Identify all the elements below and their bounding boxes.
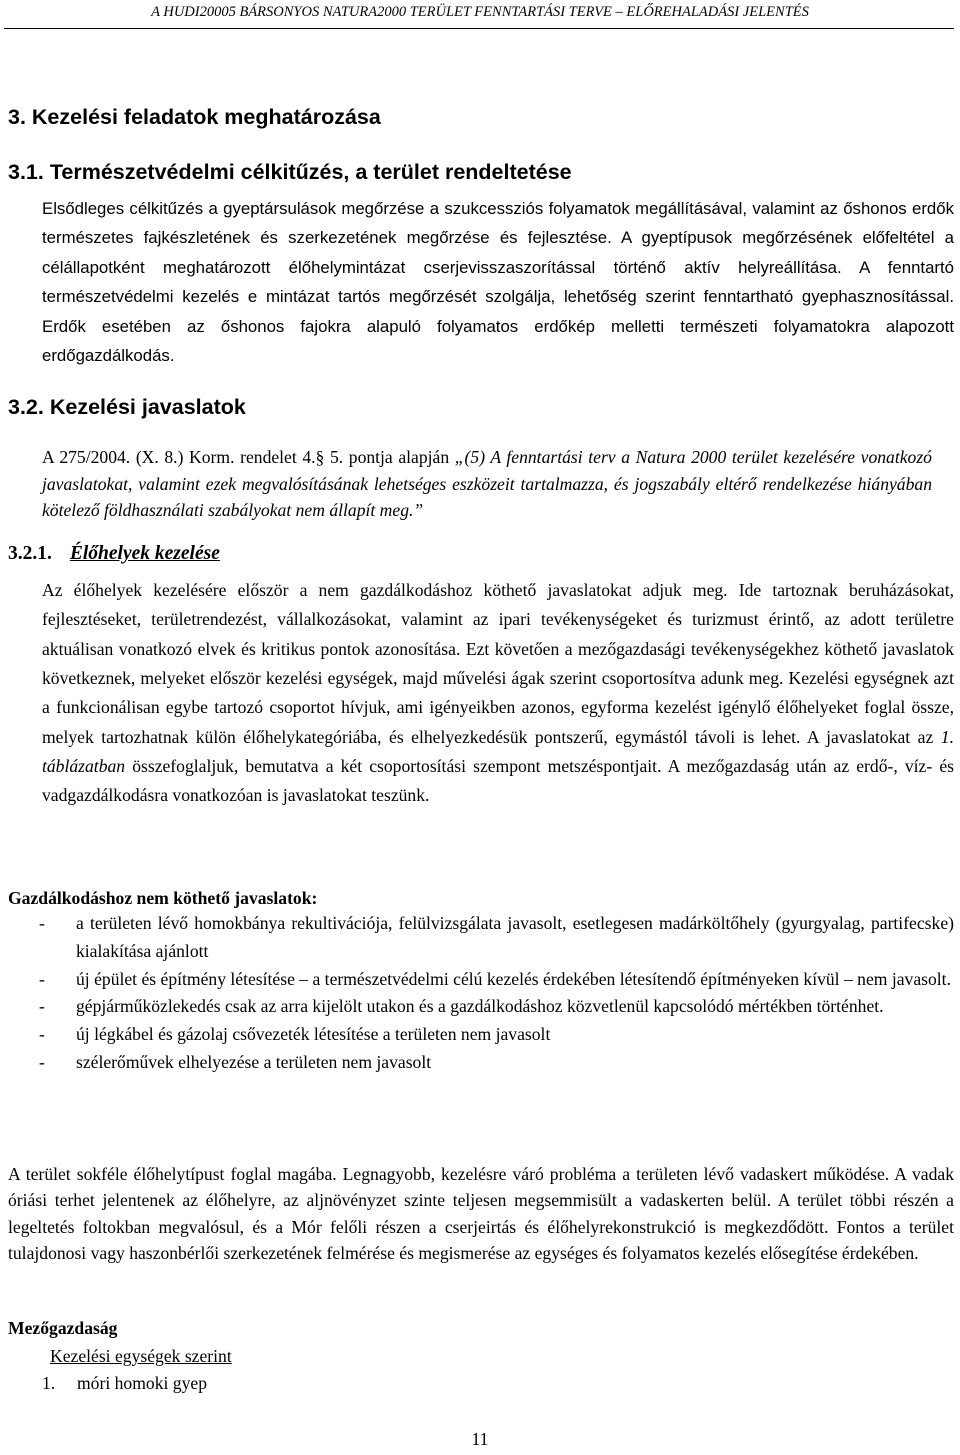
dash-bullet: - [39, 1051, 45, 1072]
management-units-subheading: Kezelési egységek szerint [50, 1346, 232, 1366]
nonfarming-heading: Gazdálkodáshoz nem köthető javaslatok: [8, 888, 318, 908]
page-number: 11 [471, 1429, 489, 1449]
dash-bullet: - [39, 913, 45, 933]
numbered-item [42, 1373, 207, 1394]
section-3-2-1-title: Élőhelyek kezelése [69, 543, 220, 564]
list-item-text: gépjárműközlekedés csak az arra kijelölt utakon és a gazdálkodáshoz közvetlenül kapcsolódó mértékben történhet. [76, 996, 884, 1017]
dash-bullet: - [39, 1024, 45, 1045]
list-item [8, 966, 954, 994]
dash-bullet: - [39, 968, 45, 989]
agriculture-heading: Mezőgazdaság [8, 1318, 118, 1338]
section-3-2-intro [42, 444, 932, 524]
section-3-2-heading: 3.2. Kezelési javaslatok [8, 395, 246, 419]
section-3-2-1-number: 3.2.1. [8, 543, 52, 564]
table-reference: 1. táblázatban [42, 726, 954, 777]
list-item [8, 993, 954, 1021]
intro-quote: „(5) A fenntartási terv a Natura 2000 terület kezelésére vonatkozó javaslatokat, valamint ezek megvalósításának lehetséges eszközeit tartalmazza, és jogszabály eltérő rendelkezése hiányában kötelező földhasználati szabályokat nem állapít meg.” [42, 447, 932, 520]
list-item-text: szélerőművek elhelyezése a területen nem javasolt [76, 1051, 432, 1072]
intro-plain: A 275/2004. (X. 8.) Korm. rendelet 4.§ 5. pontja alapján [42, 447, 450, 467]
section-3-1-heading: 3.1. Természetvédelmi célkitűzés, a terület rendeltetése [8, 160, 572, 184]
running-header: A HUDI20005 BÁRSONYOS NATURA2000 TERÜLET FENNTARTÁSI TERVE – ELŐREHALADÁSI JELENTÉS [151, 4, 809, 20]
habitat-paragraph: A terület sokféle élőhelytípust foglal magába. Legnagyobb, kezelésre váró probléma a területen lévő vadaskert működése. A vadak óriási terhet jelentenek az élőhelyre, az aljnövényzet szinte teljesen megsemmisült a vadaskerten belül. A terület többi részén a legeltetés foltokban megvalósul, és a Mór felőli részen a cserjeirtás és élőhelyrekonstrukció is megkezdődött. Fontos a terület tulajdonosi vagy haszonbérlői szerkezetének felmérése és megismerése az egységes és folyamatos kezelés elősegítése érdekében. [8, 1164, 954, 1263]
list-item-text: új épület és építmény létesítése – a természetvédelmi célú kezelés érdekében létesítendő építményeken kívül – nem javasolt. [76, 968, 951, 989]
item-number: 1. [42, 1373, 56, 1393]
list-item-text: új légkábel és gázolaj csővezeték létesítése a területen nem javasolt [76, 1024, 551, 1045]
list-item-text: a területen lévő homokbánya rekultivációja, felülvizsgálata javasolt, esetlegesen madárköltőhely (gyurgyalag, partifecske) kialakítása ajánlott [76, 913, 954, 961]
item-label: móri homoki gyep [77, 1373, 207, 1393]
list-item [8, 1049, 954, 1077]
section-3-2-1-heading [8, 543, 220, 565]
section-3-2-1-paragraph [42, 576, 954, 811]
section-3-heading: 3. Kezelési feladatok meghatározása [8, 105, 381, 129]
nonfarming-list [8, 910, 954, 1077]
header-rule [4, 28, 954, 29]
dash-bullet: - [39, 996, 45, 1017]
list-item [8, 1021, 954, 1049]
paragraph-part-2: összefoglaljuk, bemutatva a két csoportosítási szempont metszéspontjait. A mezőgazdaság után az erdő-, víz- és vadgazdálkodásra vonatkozóan is javaslatokat teszünk. [42, 756, 954, 806]
list-item [8, 910, 954, 966]
section-3-1-paragraph: Elsődleges célkitűzés a gyeptársulások megőrzése a szukcessziós folyamatok megállításával, valamint az őshonos erdők természetes fajkészletének és szerkezetének megőrzése és fejlesztése. A gyeptípusok megőrzésének előfeltétel a célállapotként meghatározott élőhelymintázat cserjevisszaszorítással történő aktív helyreállítása. A fenntartó természetvédelmi kezelés e mintázat tartós megőrzését szolgálja, lehetőség szerint fenntartható gyephasznosítással. Erdők esetében az őshonos fajokra alapuló folyamatos erdőkép melletti természeti folyamatokra alapozott erdőgazdálkodás. [42, 199, 954, 366]
paragraph-part-1: Az élőhelyek kezelésére először a nem gazdálkodáshoz köthető javaslatokat adjuk meg. Ide tartoznak beruházásokat, fejlesztéseket, területrendezést, vállalkozásokat, valamint az ipari tevékenységeket és turizmust érintő, az adott területre aktuálisan vonatkozó elvek és kritikus pontok azonosítása. Ezt követően a mezőgazdasági tevékenységekhez köthető javaslatok következnek, melyeket először kezelési egységek, majd művelési ágak szerint csoportosítva adunk meg. Kezelési egységnek azt a funkcionálisan egybe tartozó csoportot hívjuk, ami igényeikben azonos, egyforma kezelést igénylő élőhelyeket foglal össze, melyek tartozhatnak külön élőhelykategóriába, és elhelyezkedésük pontszerű, egymástól távoli is lehet. A javaslatokat az [42, 580, 954, 747]
